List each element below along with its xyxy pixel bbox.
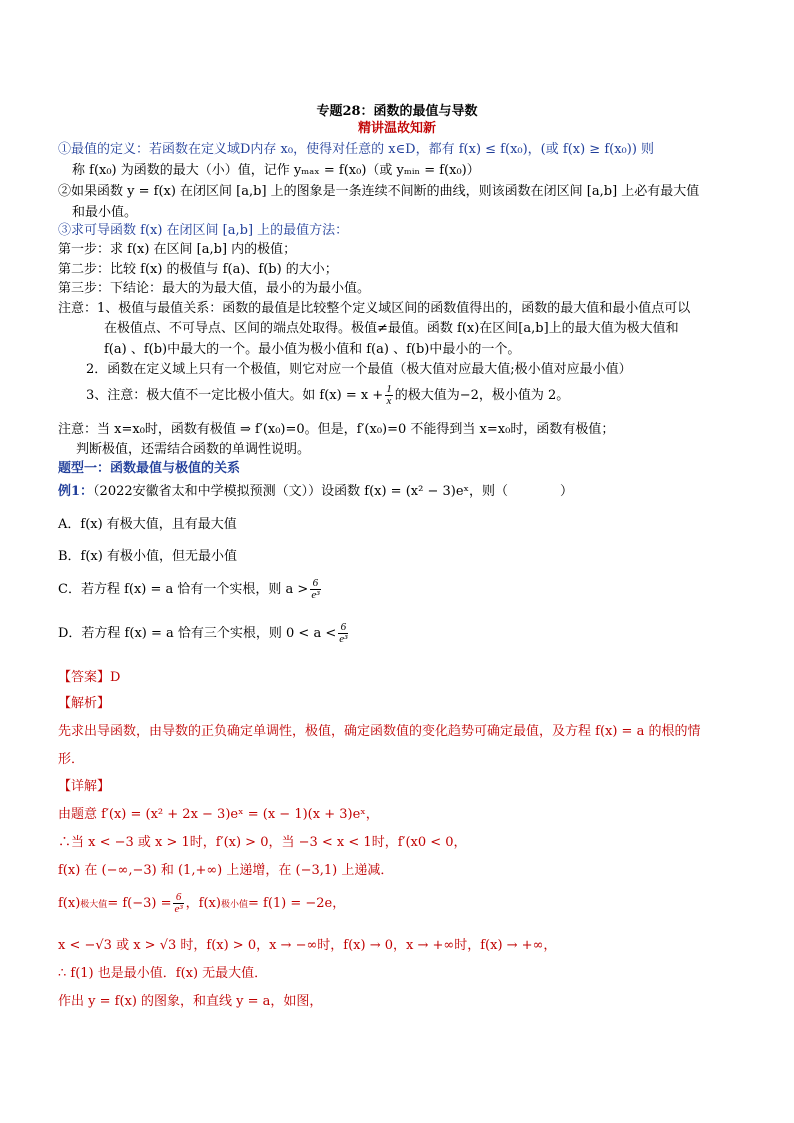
detail-line-4: f(x)极大值= f(−3) = $\frac{6}{\text{e³}}$ ，f(x)极小值= f(1) = −2e， [58, 891, 346, 915]
option-d-fraction: $\frac{6}{\text{e³}}$ [339, 621, 348, 645]
option-a: A．f(x) 有极大值，且有最大值 [58, 517, 237, 532]
theory-line-8: 第三步：下结论：最大的为最大值，最小的为最小值。 [58, 281, 371, 296]
detail-line-1: 由题意 f′(x) = (x² + 2x − 3)eˣ = (x − 1)(x + 3)eˣ， [58, 807, 379, 822]
analysis-label: 【解析】 [58, 696, 111, 711]
theory-line-5: ③求可导函数 f(x) 在闭区间 [a,b] 上的最值方法： [58, 223, 349, 238]
detail-line-3: f(x) 在 (−∞,−3) 和 (1,+∞) 上递增，在 (−3,1) 上递减． [58, 863, 394, 878]
theory-line-4: 和最小值。 [72, 205, 138, 220]
option-c-fraction: $\frac{6}{\text{e³}}$ [311, 577, 320, 601]
theory-line-2: 称 f(x₀) 为函数的最大（小）值，记作 yₘₐₓ = f(x₀)（或 yₘᵢₙ = f(x₀)） [72, 163, 480, 178]
note-fraction: $\frac{1}{x}$ [386, 383, 392, 407]
example-stem: 例1：（2022安徽省太和中学模拟预测（文））设函数 f(x) = (x² − 3)eˣ，则（ ） [58, 484, 574, 499]
analysis-line-2: 形． [58, 752, 85, 767]
theory-line-6: 第一步：求 f(x) 在区间 [a,b] 内的极值； [58, 242, 297, 257]
detail-label: 【详解】 [58, 779, 111, 794]
note-line-3: f(a) 、f(b)中最大的一个。最小值为极小值和 f(a) 、f(b)中最小的一个。 [104, 342, 521, 357]
analysis-line-1: 先求出导函数，由导数的正负确定单调性，极值，确定函数值的变化趋势可确定最值，及方程 f(x) = a 的根的情 [58, 724, 701, 739]
detail-line-6: ∴ f(1) 也是最小值．f(x) 无最大值． [58, 966, 268, 981]
note-line-7: 判断极值，还需结合函数的单调性说明。 [76, 442, 311, 457]
theory-line-3: ②如果函数 y = f(x) 在闭区间 [a,b] 上的图象是一条连续不间断的曲线，则该函数在闭区间 [a,b] 上必有最大值 [58, 184, 700, 199]
page-subtitle: 精讲温故知新 [357, 121, 436, 136]
theory-line-7: 第二步：比较 f(x) 的极值与 f(a)、f(b) 的大小； [58, 262, 338, 277]
detail-line-5: x < −√3 或 x > √3 时，f(x) > 0，x → −∞时，f(x) → 0，x → +∞时，f(x) → +∞， [58, 938, 557, 953]
note-line-5: 3、注意：极大值不一定比极小值大。如 f(x) = x + $\frac{1}{x}$ 的极大值为−2，极小值为 2。 [86, 383, 570, 407]
option-c: C．若方程 f(x) = a 恰有一个实根，则 a > $\frac{6}{\text{e³}}$ [58, 577, 320, 601]
note-line-4: 2．函数在定义域上只有一个极值，则它对应一个最值（极大值对应最大值;极小值对应最小值） [86, 362, 632, 377]
option-b: B．f(x) 有极小值，但无最小值 [58, 549, 237, 564]
note-line-1: 注意：1、极值与最值关系：函数的最值是比较整个定义域区间的函数值得出的，函数的最大值和最小值点可以 [58, 301, 691, 316]
answer-label: 【答案】D [58, 670, 121, 685]
note-line-2: 在极值点、不可导点、区间的端点处取得。极值≠最值。函数 f(x)在区间[a,b]上的最大值为极大值和 [104, 321, 679, 336]
section-heading: 题型一：函数最值与极值的关系 [58, 461, 241, 476]
option-d: D．若方程 f(x) = a 恰有三个实根，则 0 < a < $\frac{6}{\text{e³}}$ [58, 621, 348, 645]
note-line-6: 注意：当 x=x₀时，函数有极值 ⇒ f′(x₀)=0。但是，f′(x₀)=0 不能得到当 x=x₀时，函数有极值； [58, 422, 615, 437]
page-title: 专题28：函数的最值与导数 [316, 104, 478, 119]
detail-line-2: ∴当 x < −3 或 x > 1时，f′(x) > 0，当 −3 < x < 1时，f′(x0 < 0， [58, 835, 467, 850]
theory-line-1: ①最值的定义：若函数在定义域D内存 x₀，使得对任意的 x∈D，都有 f(x) ≤ f(x₀)，(或 f(x) ≥ f(x₀)) 则 [58, 142, 655, 157]
detail-fraction: $\frac{6}{\text{e³}}$ [174, 891, 183, 915]
detail-line-7: 作出 y = f(x) 的图象，和直线 y = a，如图， [58, 994, 323, 1009]
